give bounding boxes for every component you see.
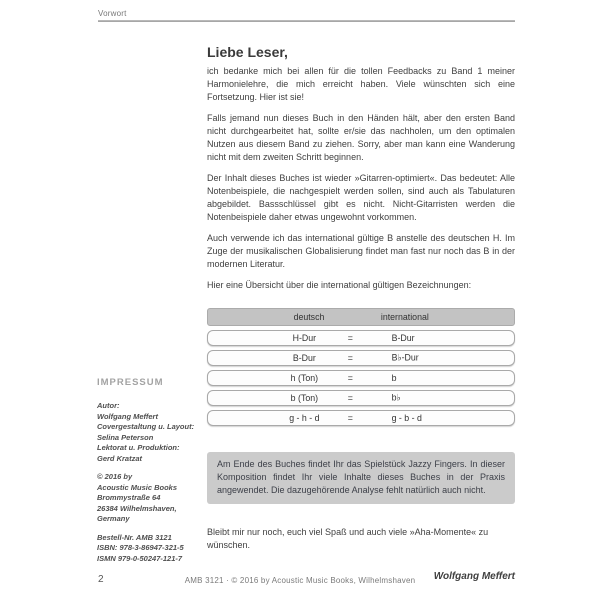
main-text-column (207, 44, 515, 582)
notation-table (207, 308, 515, 426)
closing-line: Bleibt mir nur noch, euch viel Spaß und auch viele »Aha-Momente« zu wünschen. (207, 527, 489, 550)
equals-sign: = (347, 333, 353, 343)
table-row (207, 350, 515, 366)
paragraph-guitar-optimized: Der Inhalt dieses Buches ist wieder »Gitarren-optimiert«. Das bedeutet: Alle Notenbeispiele, die nachgespielt werden sollen, sind auch als Tabulaturen abgebildet. Bassschlüssel gibt es nicht. Nicht-Gitarristen werden die Notenbeispiele daher etwas ungewohnt vorkommen. (207, 173, 515, 222)
table-header-international: international (380, 312, 429, 322)
paragraph-first-band: Falls jemand nun dieses Buch in den Händen hält, aber den ersten Band nicht durchgearbeitet hat, sollte er/sie das nachholen, um den optimalen Nutzen aus diesem Band zu ziehen. Sorry, aber man kann eine Wanderung nicht mit dem zweiten Schritt beginnen. (207, 113, 515, 162)
impressum-line: Autor: (97, 401, 120, 410)
impressum-line: Bestell-Nr. AMB 3121 (97, 532, 172, 542)
notation-table-header (207, 308, 515, 326)
impressum-line: Germany (97, 514, 130, 523)
cell-deutsch: h (Ton) (290, 373, 319, 383)
equals-sign: = (347, 393, 353, 403)
table-header-deutsch: deutsch (293, 312, 325, 322)
impressum-line: Gerd Kratzat (97, 453, 143, 463)
impressum-title: IMPRESSUM (97, 377, 164, 388)
cell-international: b♭ (391, 392, 401, 403)
cell-deutsch: g - h - d (289, 413, 320, 423)
impressum-credits-group (97, 401, 199, 464)
table-row (207, 410, 515, 426)
paragraph-international-b: Auch verwende ich das international gültige B anstelle des deutschen H. Im Zuge der musikalischen Globalisierung findet man fast nur noch das B in der modernen Literatur. (207, 233, 515, 269)
table-row (207, 330, 515, 346)
cell-deutsch: B-Dur (292, 353, 316, 363)
footer-imprint: AMB 3121 · © 2016 by Acoustic Music Books, Wilhelmshaven (184, 576, 416, 585)
impressum-line: ISBN: 978-3-86947-321-5 (97, 543, 184, 552)
page-number: 2 (98, 574, 104, 585)
impressum-line: ISMN 979-0-50247-121-7 (97, 553, 183, 563)
impressum-line: Covergestaltung u. Layout: (97, 422, 195, 431)
cell-international: B♭-Dur (391, 352, 419, 363)
impressum-line: Wolfgang Meffert (97, 411, 158, 421)
impressum-publisher-group (97, 472, 199, 525)
note-box: Am Ende des Buches findet Ihr das Spielstück Jazzy Fingers. In dieser Komposition findet Ihr viele Inhalte dieses Buches in der Praxis angewendet. Die dazugehörende Analyse fehlt natürlich auch nicht. (207, 452, 515, 504)
cell-deutsch: H-Dur (292, 333, 317, 343)
cell-deutsch: b (Ton) (290, 393, 319, 403)
header-rule (98, 20, 515, 22)
cell-international: b (391, 373, 397, 383)
cell-international: g - b - d (391, 413, 422, 423)
equals-sign: = (347, 373, 353, 383)
paragraph-thanks: ich bedanke mich bei allen für die tollen Feedbacks zu Band 1 meiner Harmonielehre, die mich erreicht haben. Viele wünschten sich eine Fortsetzung. Hier ist sie! (207, 66, 515, 102)
salutation-heading: Liebe Leser, (207, 44, 288, 60)
impressum-line: Brommystraße 64 (97, 493, 161, 502)
table-row (207, 390, 515, 406)
impressum-line: 26384 Wilhelmshaven, (97, 503, 177, 513)
impressum-line: Selina Peterson (97, 432, 154, 442)
author-signature: Wolfgang Meffert (433, 571, 515, 582)
impressum-line: Acoustic Music Books (97, 482, 178, 492)
impressum-sidebar (97, 377, 199, 572)
running-header-label: Vorwort (98, 9, 127, 18)
impressum-line: Lektorat u. Produktion: (97, 443, 180, 452)
cell-international: B-Dur (391, 333, 415, 343)
impressum-numbers-group (97, 533, 199, 565)
paragraph-table-intro: Hier eine Übersicht über die international gültigen Bezeichnungen: (207, 280, 472, 290)
table-row (207, 370, 515, 386)
impressum-line: © 2016 by (97, 472, 133, 481)
equals-sign: = (347, 353, 353, 363)
equals-sign: = (347, 413, 353, 423)
